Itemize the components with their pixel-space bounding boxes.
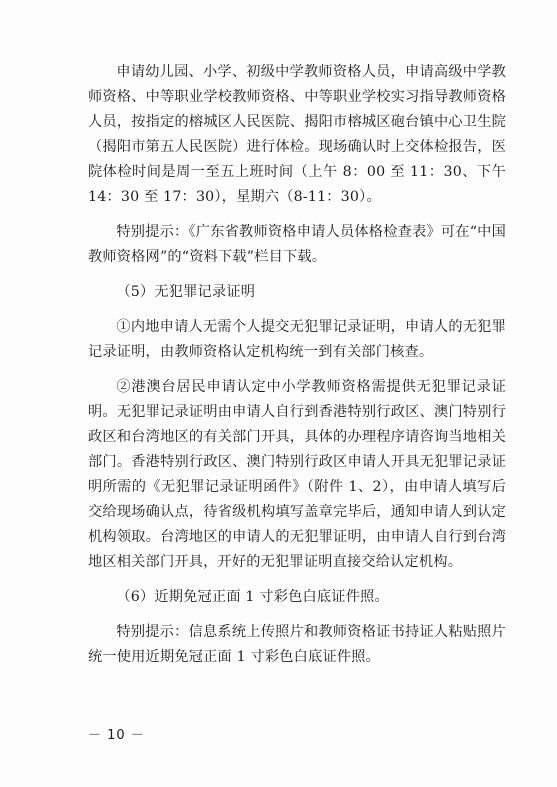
document-body bbox=[88, 60, 506, 680]
paragraph-hk-macao-taiwan: ②港澳台居民申请认定中小学教师资格需提供无犯罪记录证明。无犯罪记录证明由申请人自行到香港特别行政区、澳门特别行政区和台湾地区的有关部门开具，具体的办理程序请咨询当地相关部门。香港特别行政区、澳门特别行政区申请人开具无犯罪记录证明所需的《无犯罪记录证明函件》（附件 1、2），由申请人填写后交给现场确认点，待省级机构填写盖章完毕后，通知申请人到认定机构领取。台湾地区的申请人的无犯罪证明，由申请人自行到台湾地区相关部门开具，开好的无犯罪证明直接交给认定机构。 bbox=[88, 379, 506, 570]
heading-no-criminal-record: （5）无犯罪记录证明 bbox=[116, 284, 256, 300]
page-number: － 10 － bbox=[88, 728, 145, 743]
paragraph-physical-exam: 申请幼儿园、小学、初级中学教师资格人员，申请高级中学教师资格、中等职业学校教师资格、中等职业学校实习指导教师资格人员，按指定的榕城区人民医院、揭阳市榕城区砲台镇中心卫生院（揭阳市第五人民医院）进行体检。现场确认时上交体检报告，医院体检时间是周一至五上班时间（上午 8：00 至 11：30、下午 14：30 至 17：30），星期六（8-11：30）。 bbox=[88, 64, 506, 205]
paragraph-exam-form-tip: 特别提示：《广东省教师资格申请人员体格检查表》可在“中国教师资格网”的“资料下载”栏目下载。 bbox=[88, 224, 506, 265]
heading-id-photo: （6）近期免冠正面 1 寸彩色白底证件照。 bbox=[116, 589, 389, 605]
paragraph-mainland-applicants: ①内地申请人无需个人提交无犯罪记录证明，申请人的无犯罪记录证明，由教师资格认定机构统一到有关部门核查。 bbox=[88, 319, 506, 360]
paragraph-photo-tip: 特别提示：信息系统上传照片和教师资格证书持证人粘贴照片统一使用近期免冠正面 1 寸彩色白底证件照。 bbox=[88, 624, 506, 665]
